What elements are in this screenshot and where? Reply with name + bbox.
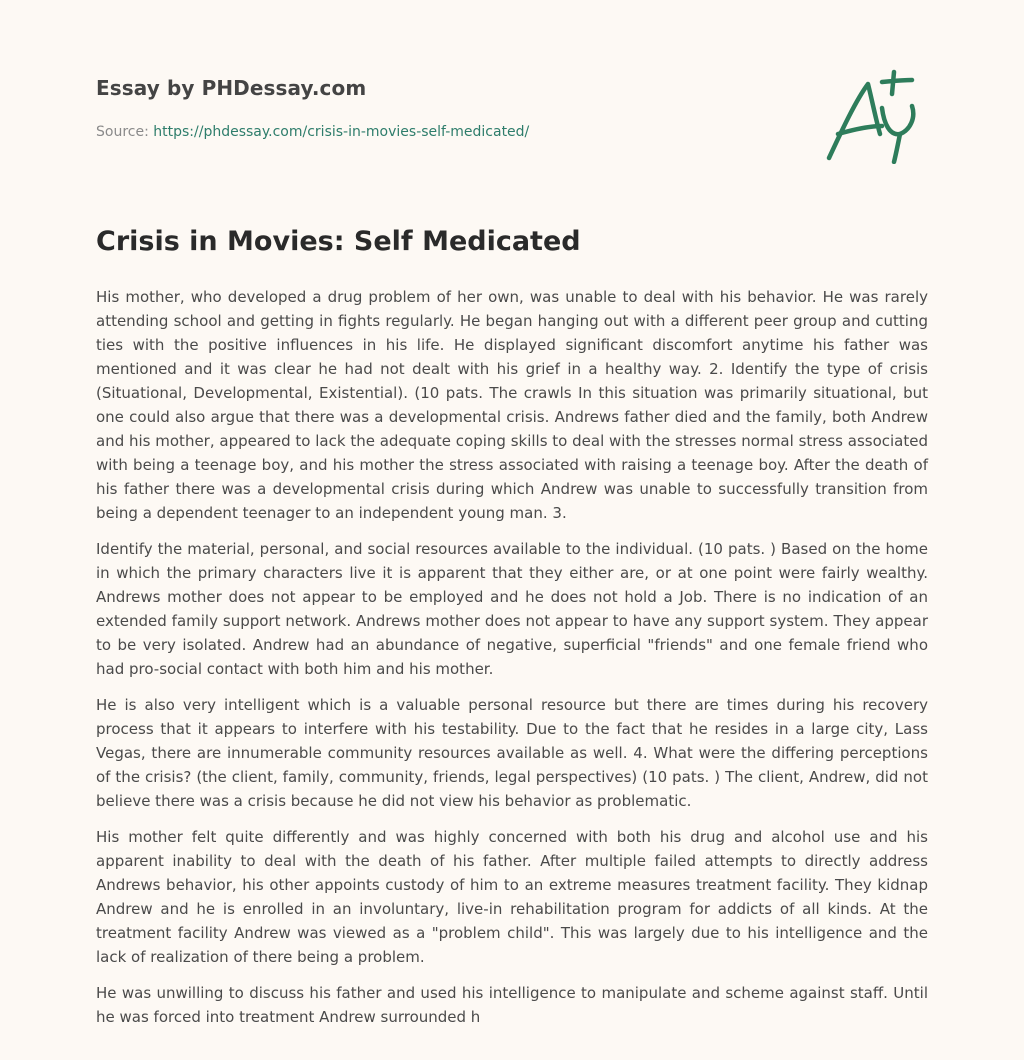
- a-plus-grade-icon: [824, 68, 928, 164]
- essay-paragraph: Identify the material, personal, and social resources available to the individual. (10 pats. ) Based on the home in which the primary characters live it is apparent that they either are, or at one point were fairly wealthy. Andrews mother does not appear to be employed and he does not hold a Job. There is no indication of an extended family support network. Andrews mother does not appear to have any support system. They appear to be very isolated. Andrew had an abundance of negative, superficial "friends" and one female friend who had pro-social contact with both him and his mother.: [96, 540, 928, 678]
- source-link[interactable]: https://phdessay.com/crisis-in-movies-self-medicated/: [153, 124, 530, 140]
- source-label: Source:: [96, 124, 154, 140]
- essay-paragraph: He was unwilling to discuss his father and used his intelligence to manipulate and scheme against staff. Until he was forced into treatment Andrew surrounded h: [96, 984, 928, 1026]
- source-line: [96, 124, 529, 140]
- essay-title: Crisis in Movies: Self Medicated: [96, 226, 581, 257]
- essay-page: [96, 0, 928, 1026]
- essay-paragraph: His mother felt quite differently and was highly concerned with both his drug and alcohol use and his apparent inability to deal with the death of his father. After multiple failed attempts to directly address Andrews behavior, his other appoints custody of him to an extreme measures treatment facility. They kidnap Andrew and he is enrolled in an involuntary, live-in rehabilitation program for addicts of all kinds. At the treatment facility Andrew was viewed as a "problem child". This was largely due to his intelligence and the lack of realization of there being a problem.: [96, 828, 928, 966]
- essay-paragraph: His mother, who developed a drug problem of her own, was unable to deal with his behavior. He was rarely attending school and getting in fights regularly. He began hanging out with a different peer group and cutting ties with the positive influences in his life. He displayed significant discomfort anytime his father was mentioned and it was clear he had not dealt with his grief in a healthy way. 2. Identify the type of crisis (Situational, Developmental, Existential). (10 pats. The crawls In this situation was primarily situational, but one could also argue that there was a developmental crisis. Andrews father died and the family, both Andrew and his mother, appeared to lack the adequate coping skills to deal with the stresses normal stress associated with being a teenage boy, and his mother the stress associated with raising a teenage boy. After the death of his father there was a developmental crisis during which Andrew was unable to successfully transition from being a dependent teenager to an independent young man. 3.: [96, 288, 928, 522]
- essay-paragraph: He is also very intelligent which is a valuable personal resource but there are times during his recovery process that it appears to interfere with his testability. Due to the fact that he resides in a large city, Lass Vegas, there are innumerable community resources available as well. 4. What were the differing perceptions of the crisis? (the client, family, community, friends, legal perspectives) (10 pats. ) The client, Andrew, did not believe there was a crisis because he did not view his behavior as problematic.: [96, 696, 928, 810]
- page-header: [96, 0, 928, 200]
- essay-body: [96, 285, 928, 1041]
- brand-title: Essay by PHDessay.com: [96, 76, 367, 100]
